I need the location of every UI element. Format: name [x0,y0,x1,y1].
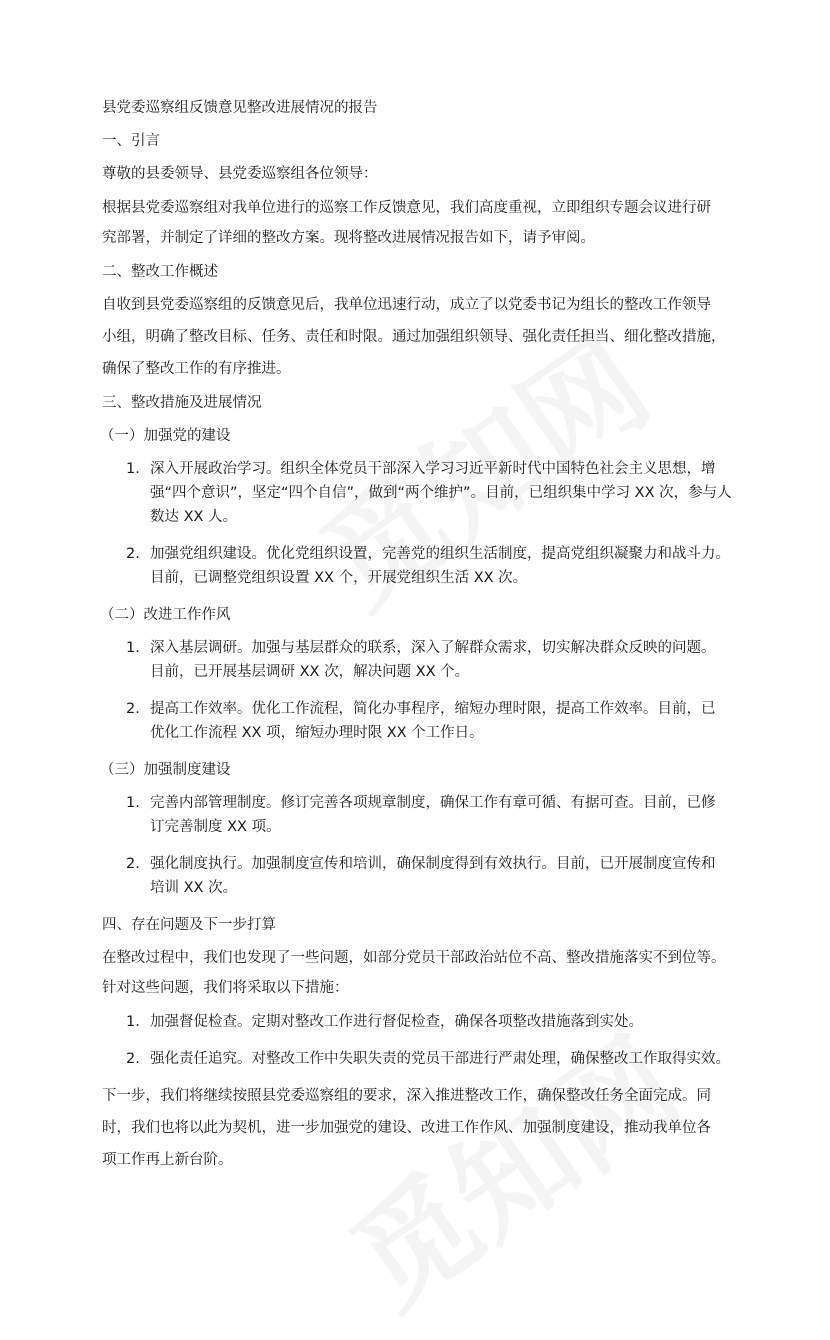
subsection-heading: （二）改进工作作风 [100,607,231,623]
list-number: 1. [126,461,140,477]
paragraph-line: 自收到县党委巡察组的反馈意见后，我单位迅速行动，成立了以党委书记为组长的整改工作领导 [102,297,711,313]
paragraph-line: 时，我们也将以此为契机，进一步加强党的建设、改进工作作风、加强制度建设，推动我单位各 [102,1120,711,1136]
list-number: 1. [126,640,140,656]
list-item-line: 优化工作流程 XX 项，缩短办理时限 XX 个工作日。 [150,725,484,741]
list-number: 1. [126,1014,140,1030]
list-item [102,791,742,839]
list-item-line: 订完善制度 XX 项。 [150,819,281,835]
list-number: 1. [126,795,140,811]
list-item-line: 深入开展政治学习。组织全体党员干部深入学习习近平新时代中国特色社会主义思想，增 [150,461,716,477]
subsection-heading: （一）加强党的建设 [100,428,231,444]
greeting: 尊敬的县委领导、县党委巡察组各位领导： [102,166,378,182]
paragraph-line: 根据县党委巡察组对我单位进行的巡察工作反馈意见，我们高度重视，立即组织专题会议进行研 [102,200,711,216]
list-item [102,1047,742,1071]
list-item [102,636,742,684]
section-heading: 四、存在问题及下一步打算 [102,917,276,933]
list-item-line: 强化制度执行。加强制度宣传和培训，确保制度得到有效执行。目前，已开展制度宣传和 [150,856,716,872]
list-number: 2. [126,1051,140,1067]
list-item-line: 提高工作效率。优化工作流程，简化办事程序，缩短办理时限，提高工作效率。目前，已 [150,701,716,717]
paragraph-line: 小组，明确了整改目标、任务、责任和时限。通过加强组织领导、强化责任担当、细化整改措施， [102,329,726,345]
paragraph-line: 究部署，并制定了详细的整改方案。现将整改进展情况报告如下，请予审阅。 [102,230,595,246]
list-item-line: 加强党组织建设。优化党组织设置，完善党的组织生活制度，提高党组织凝聚力和战斗力。 [150,546,730,562]
list-item-line: 强“四个意识”，坚定“四个自信”，做到“两个维护”。目前，已组织集中学习 XX 次，参与人 [150,485,732,501]
list-item [102,1010,742,1034]
intro-paragraph [102,196,742,250]
list-number: 2. [126,701,140,717]
paragraph-line: 项工作再上新台阶。 [102,1152,233,1168]
list-item-line: 培训 XX 次。 [150,880,238,896]
next-steps-paragraph [102,1084,742,1172]
section-heading: 一、引言 [102,133,160,149]
list-number: 2. [126,856,140,872]
list-item-line: 深入基层调研。加强与基层群众的联系，深入了解群众需求，切实解决群众反映的问题。 [150,640,716,656]
list-item-line: 加强督促检查。定期对整改工作进行督促检查，确保各项整改措施落到实处。 [150,1014,643,1030]
paragraph-line: 下一步，我们将继续按照县党委巡察组的要求，深入推进整改工作，确保整改任务全面完成。同 [102,1088,711,1104]
list-item-line: 数达 XX 人。 [150,509,238,525]
list-number: 2. [126,546,140,562]
subsection-heading: （三）加强制度建设 [100,762,231,778]
list-item-line: 强化责任追究。对整改工作中失职失责的党员干部进行严肃处理，确保整改工作取得实效。 [150,1051,730,1067]
document-title: 县党委巡察组反馈意见整改进展情况的报告 [102,100,378,116]
list-item [102,542,742,590]
list-item-line: 目前，已开展基层调研 XX 次，解决问题 XX 个。 [150,664,470,680]
list-item-line: 完善内部管理制度。修订完善各项规章制度，确保工作有章可循、有据可查。目前，已修 [150,795,716,811]
section-heading: 三、整改措施及进展情况 [102,395,262,411]
paragraph-line: 针对这些问题，我们将采取以下措施： [102,980,349,996]
document-body [102,96,742,1182]
list-item [102,457,742,529]
section-heading: 二、整改工作概述 [102,264,218,280]
list-item-line: 目前，已调整党组织设置 XX 个，开展党组织生活 XX 次。 [150,570,528,586]
list-item [102,852,742,900]
paragraph-line: 确保了整改工作的有序推进。 [102,361,291,377]
list-item [102,697,742,745]
problems-paragraph [102,946,742,1000]
paragraph-line: 在整改过程中，我们也发现了一些问题，如部分党员干部政治站位不高、整改措施落实不到位等。 [102,950,726,966]
overview-paragraph [102,293,742,381]
